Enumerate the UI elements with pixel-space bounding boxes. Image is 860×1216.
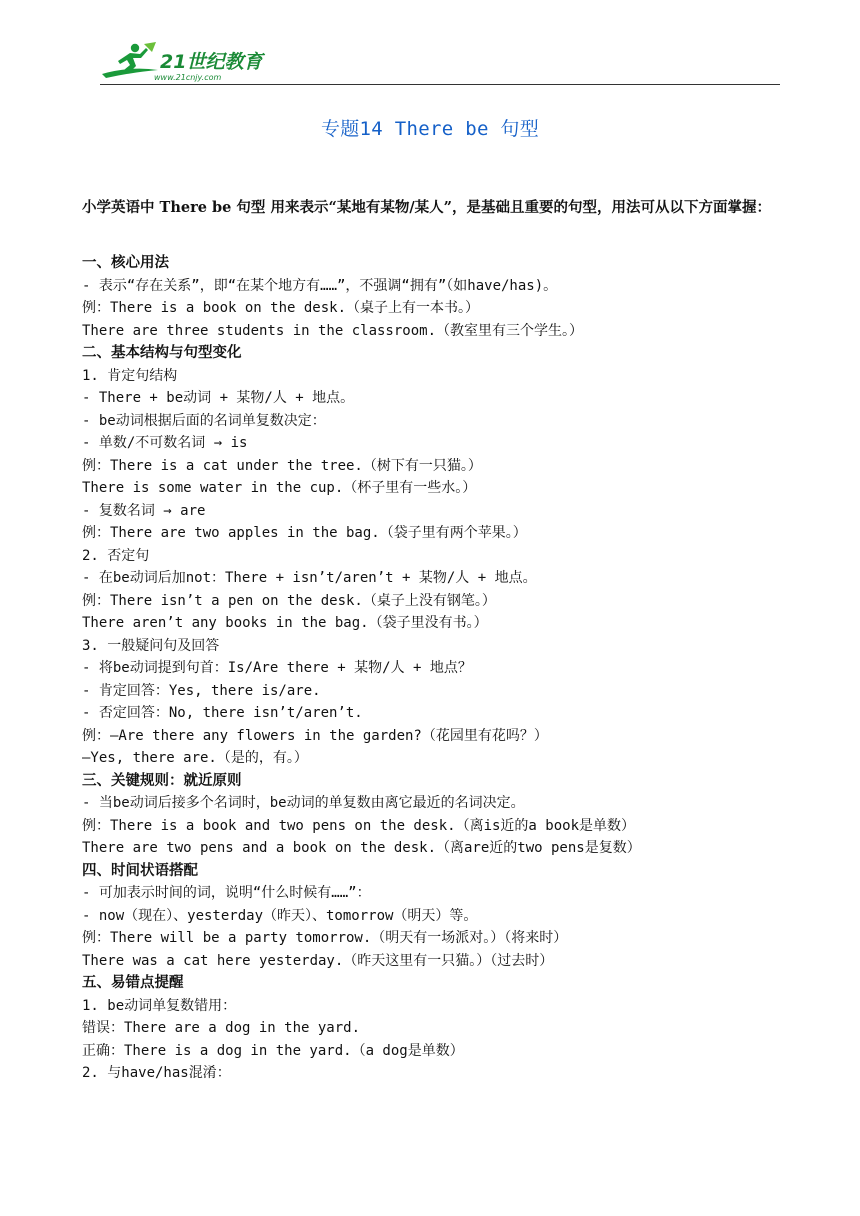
document-body (82, 196, 782, 1085)
text-line: There is some water in the cup.（杯子里有一些水。） (82, 480, 477, 496)
text-line: There aren’t any books in the bag.（袋子里没有书。） (82, 615, 488, 631)
text-line: 2. 与have/has混淆： (82, 1065, 231, 1081)
section-heading: 一、核心用法 (82, 255, 169, 271)
text-line: There are two pens and a book on the desk.（离are近的two pens是复数） (82, 840, 641, 856)
text-line: 正确：There is a dog in the yard.（a dog是单数） (82, 1042, 464, 1059)
text-line: - 表示“存在关系”，即“在某个地方有……”，不强调“拥有”（如have/has)。 (82, 277, 558, 294)
text-line: —Yes, there are.（是的，有。） (82, 750, 308, 766)
text-line: There was a cat here yesterday.（昨天这里有一只猫。）（过去时） (82, 952, 554, 969)
text-line: 2. 否定句 (82, 547, 150, 564)
text-line: 1. 肯定句结构 (82, 367, 178, 384)
text-line: 例：There is a book on the desk.（桌子上有一本书。） (82, 300, 480, 316)
text-line: - be动词根据后面的名词单复数决定： (82, 412, 326, 429)
text-line: 错误：There are a dog in the yard. (82, 1020, 361, 1036)
text-line: 例：There is a cat under the tree.（树下有一只猫。） (82, 457, 482, 474)
section-heading: 五、易错点提醒 (82, 975, 184, 991)
text-line: - 复数名词 → are (82, 502, 206, 519)
content-lines (82, 252, 782, 1085)
intro-paragraph: 小学英语中 There be 句型 用来表示“某地有某物/某人”，是基础且重要的句型，用法可从以下方面掌握： (82, 199, 771, 216)
section-heading: 三、关键规则：就近原则 (82, 772, 242, 789)
text-line: - 肯定回答：Yes, there is/are. (82, 682, 321, 699)
text-line: - 否定回答：No, there isn’t/aren’t. (82, 705, 363, 721)
text-line: 例：There will be a party tomorrow.（明天有一场派对。）（将来时） (82, 930, 568, 946)
page-header (100, 40, 780, 86)
header-divider (100, 84, 780, 85)
logo-sub-text: www.21cnjy.com (154, 73, 222, 82)
text-line: - 将be动词提到句首：Is/Are there + 某物/人 + 地点？ (82, 660, 472, 676)
text-line: 例：There is a book and two pens on the desk.（离is近的a book是单数） (82, 817, 636, 834)
logo-main-text: 21世纪教育 (160, 51, 263, 73)
logo-21cnjy (100, 40, 270, 84)
text-line: - 当be动词后接多个名词时，be动词的单复数由离它最近的名词决定。 (82, 795, 525, 811)
text-line: - There + be动词 + 某物/人 + 地点。 (82, 390, 355, 406)
text-line: - 在be动词后加not：There + isn’t/aren’t + 某物/人 + 地点。 (82, 570, 537, 586)
text-line: 1. be动词单复数错用： (82, 997, 237, 1014)
text-line: 3. 一般疑问句及回答 (82, 637, 220, 654)
text-line: There are three students in the classroom.（教室里有三个学生。） (82, 322, 584, 339)
text-line: 例：There are two apples in the bag.（袋子里有两个苹果。） (82, 525, 527, 541)
text-line: 例：—Are there any flowers in the garden?（花园里有花吗？） (82, 727, 548, 744)
text-line: - now（现在）、yesterday（昨天）、tomorrow（明天）等。 (82, 907, 478, 924)
page-title: 专题14 There be 句型 (320, 118, 540, 140)
text-line: 例：There isn’t a pen on the desk.（桌子上没有钢笔。） (82, 592, 496, 609)
section-heading: 二、基本结构与句型变化 (82, 345, 242, 361)
section-heading: 四、时间状语搭配 (82, 862, 198, 879)
text-line: - 可加表示时间的词，说明“什么时候有……”： (82, 885, 371, 901)
text-line: - 单数/不可数名词 → is (82, 435, 248, 451)
